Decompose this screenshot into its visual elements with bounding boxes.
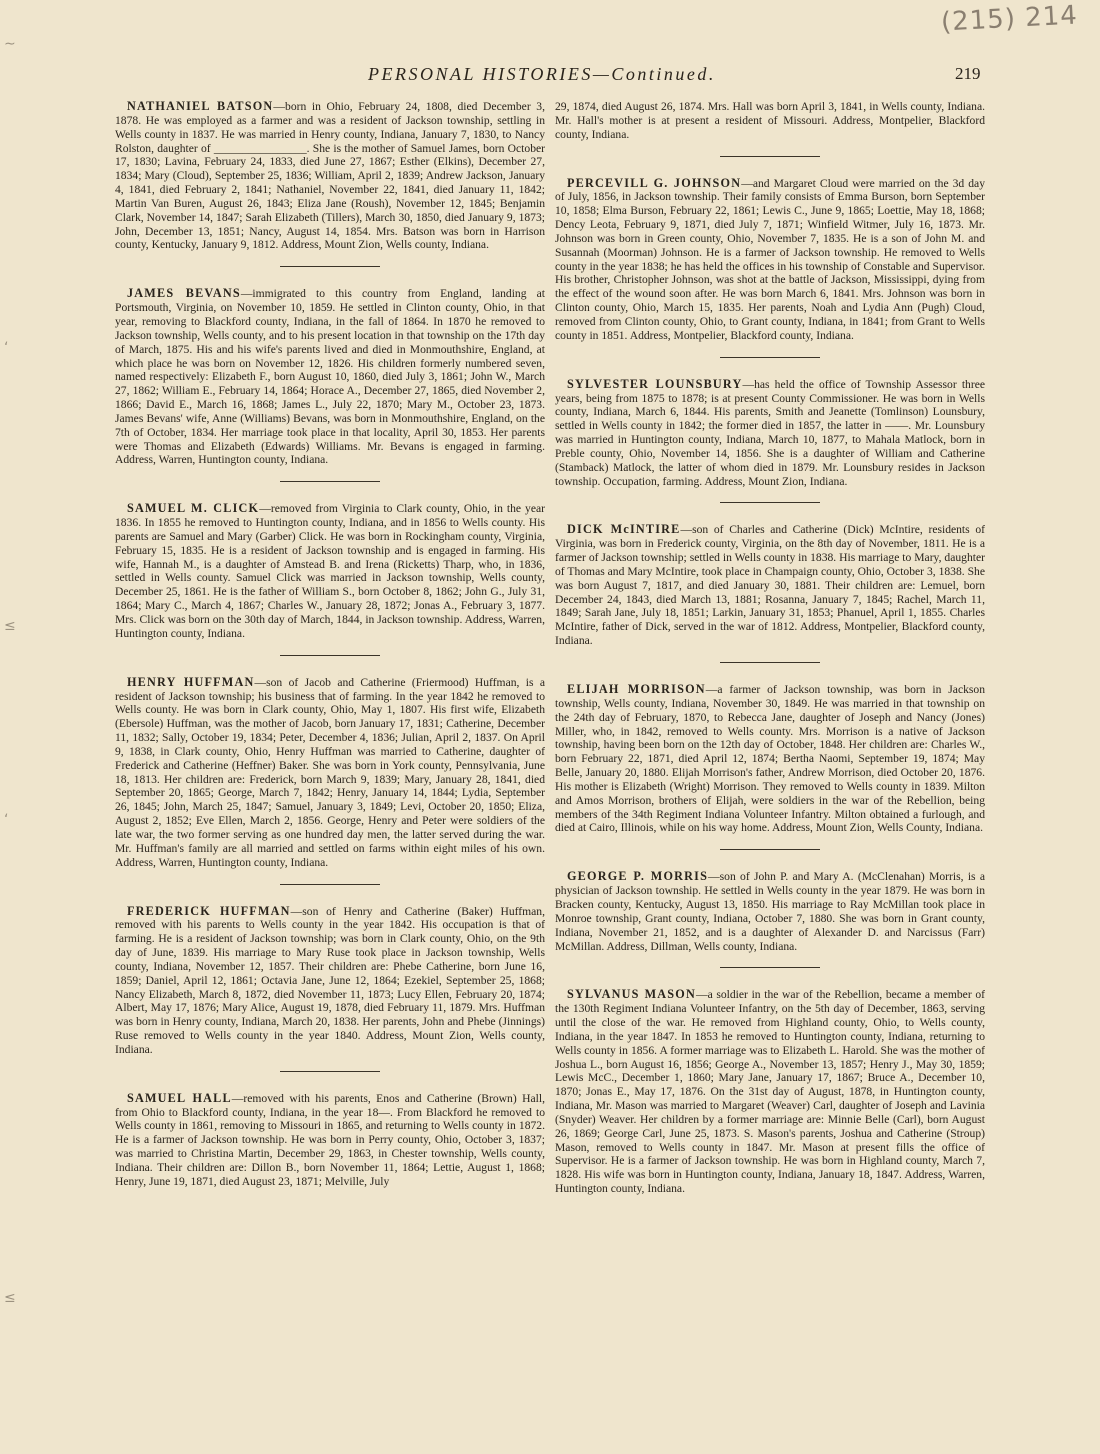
biography-entry (115, 287, 545, 467)
page-number: 219 (955, 64, 981, 83)
biography-entry (555, 988, 985, 1196)
section-divider (280, 481, 380, 482)
entry-text: —son of Henry and Catherine (Baker) Huffman, removed with his parents to Wells county in the year 1842. His occupation is that of farming. He is a resident of Jackson township; was born in Clark county, Ohio, on the 9th day of June, 1839. His marriage to Mary Ruse took place in Jackson township, Wells county, Indiana, November 12, 1857. Their children are: Phebe Catherine, born June 16, 1859; Daniel, April 12, 1861; Octavia Jane, June 12, 1864; Ezekiel, September 25, 1868; Nancy Elizabeth, March 8, 1872, died November 11, 1873; Lucy Ellen, February 20, 1874; Albert, May 17, 1876; Mary Alice, August 19, 1878, died February 11, 1879. Mrs. Huffman was born in Henry county, Indiana, March 20, 1838. Her parents, John and Phebe (Jinnings) Ruse removed to Wells county in the year 1840. Address, Mount Zion, Wells county, Indiana. (115, 904, 545, 1056)
entry-name: PERCEVILL G. JOHNSON (567, 175, 742, 190)
margin-mark: ‘ (4, 340, 9, 356)
section-divider (280, 884, 380, 885)
biography-entry (115, 676, 545, 870)
entry-name: NATHANIEL BATSON (127, 99, 274, 113)
entry-name: ELIJAH MORRISON (567, 682, 706, 696)
margin-mark: ≤ (4, 618, 16, 634)
section-divider (720, 156, 820, 157)
entry-name: SAMUEL HALL (127, 1090, 232, 1105)
biography-entry (555, 523, 985, 648)
section-divider (720, 967, 820, 968)
biography-entry (115, 502, 545, 640)
entry-text: —has held the office of Township Assessor three years, being from 1875 to 1878; is at present County Commissioner. He was born in Wells county, Indiana, March 6, 1844. His parents, Smith and Jeanette (Tomlinson) Lounsbury, settled in Wells county in 1842; the former died in 1857, the latter in ——. Mr. Lounsbury was married in Huntington county, Indiana, March 10, 1877, to Mahala Matlock, born in Preble county, Ohio, November 14, 1856. She is a daughter of William and Catherine (Stamback) Matlock, the latter of whom died in 1879. Mr. Lounsbury resides in Jackson township. Occupation, farming. Address, Mount Zion, Indiana. (555, 377, 985, 488)
section-divider (720, 662, 820, 663)
entry-name: SAMUEL M. CLICK (127, 501, 260, 516)
entry-name: FREDERICK HUFFMAN (127, 903, 291, 918)
margin-mark: ‘ (4, 812, 9, 828)
biography-entry (555, 177, 985, 343)
entry-text: —son of Jacob and Catherine (Friermood) Huffman, is a resident of Jackson township; his business that of farming. In the year 1842 he removed to Wells county. He was born in Clark county, Ohio, May 1, 1807. His first wife, Elizabeth (Ebersole) Huffman, was the mother of Jacob, born January 17, 1831; Catherine, December 11, 1832; Sally, October 19, 1834; Peter, December 4, 1836; Julian, April 2, 1837. On April 9, 1838, in Clark county, Ohio, Henry Huffman was married to Catherine, daughter of Frederick and Catherine (Heffner) Baker. She was born in York county, Pennsylvania, June 18, 1813. Her children are: Frederick, born March 9, 1839; Mary, January 28, 1841, died September 20, 1865; George, March 7, 1842; Henry, January 14, 1844; Lydia, September 26, 1845; John, March 25, 1847; Samuel, January 3, 1849; Levi, October 20, 1850; Eliza, August 2, 1852; Eve Ellen, March 2, 1856. George, Henry and Peter were soldiers of the late war, the two former serving as one hundred day men, the latter served during the war. Mr. Huffman's family are all married and settled on farms within eight miles of his own. Address, Warren, Huntington county, Indiana. (115, 675, 545, 869)
biography-entry (555, 683, 985, 835)
left-column (115, 100, 545, 1189)
running-title: PERSONAL HISTORIES—Continued. (368, 64, 716, 84)
entry-name: SYLVESTER LOUNSBURY (567, 376, 743, 391)
biography-entry (115, 905, 545, 1057)
right-column (555, 100, 985, 1196)
entry-name: DICK McINTIRE (567, 522, 681, 537)
entry-text: —a soldier in the war of the Rebellion, became a member of the 130th Regiment Indiana Volunteer Infantry, on the 5th day of December, 1863, serving until the close of the war. He removed from Highland county, Ohio, to Wells county, Indiana, in the year 1847. In 1853 he removed to Huntington county, Indiana, returning to Wells county in 1856. A former marriage was to Elizabeth L. Harold. She was the mother of Joshua L., born August 16, 1856; George A., November 13, 1857; Henry J., May 30, 1859; Lewis McC., December 1, 1860; Mary Jane, January 17, 1867; Bruce A., December 10, 1870; Jonas E., May 17, 1876. On the 31st day of August, 1878, in Huntington county, Indiana, Mr. Mason was married to Margaret (Weaver) Carl, daughter of Joseph and Lavinia (Snyder) Weaver. Her children by a former marriage are: Minnie Belle (Carl), born August 26, 1869; George Carl, June 25, 1873. S. Mason's parents, Joshua and Catherine (Stroup) Mason, removed to Wells county in 1847. Mr. Mason at present fills the office of Supervisor. He is a farmer of Jackson township. He was born in Highland county, March 7, 1828. His wife was born in Huntington county, Indiana, January 18, 1847. Address, Warren, Huntington county, Indiana. (555, 988, 985, 1196)
entry-text: —immigrated to this country from England, landing at Portsmouth, Virginia, on November 10, 1859. He settled in Clinton county, Ohio, in that year, removing to Blackford county, Indiana, in the fall of 1864. In 1870 he removed to Jackson township, Wells county, and to his present location in that township on the 17th day of March, 1875. His and his wife's parents lived and died in Monmouthshire, England, at which place he was born on November 12, 1826. His children formerly numbered seven, named respectively: Elizabeth F., born August 10, 1860, died July 3, 1861; John W., March 27, 1862; William E., February 14, 1864; Horace A., December 27, 1865, died November 2, 1866; David E., March 16, 1868; James L., July 22, 1870; Mary M., October 23, 1873. James Bevans' wife, Anne (Williams) Bevans, was born in Monmouthshire, England, on the 7th of October, 1834. Her marriage took place in that locality, April 30, 1853. Her parents were Thomas and Elizabeth (Edwards) Williams. Mr. Bevans is engaged in farming. Address, Warren, Huntington county, Indiana. (115, 287, 545, 467)
entry-text: —born in Ohio, February 24, 1808, died December 3, 1878. He was employed as a farmer and was a resident of Jackson township, settling in Wells county in 1837. He was married in Henry county, Indiana, January 7, 1830, to Nancy Rolston, daughter of ________________. She is the mother of Samuel James, born October 17, 1830; Lavina, February 24, 1833, died June 27, 1867; Esther (Elkins), December 27, 1834; Mary (Cloud), September 25, 1836; William, April 2, 1839; Andrew Jackson, January 4, 1841, died February 2, 1841; Nathaniel, November 22, 1841, died January 11, 1842; Martin Van Buren, August 26, 1843; Eliza Jane (Roush), November 12, 1845; Benjamin Clark, November 14, 1847; Sarah Elizabeth (Tillers), March 30, 1850, died January 9, 1873; John, December 13, 1851; Nancy, August 14, 1854. Mrs. Batson was born in Harrison county, Kentucky, January 9, 1812. Address, Mount Zion, Wells county, Indiana. (115, 100, 545, 252)
biography-entry (115, 1092, 545, 1189)
biography-entry-continued (555, 100, 985, 142)
margin-mark: ≤ (4, 1290, 16, 1306)
entry-name: SYLVANUS MASON (567, 987, 696, 1002)
biography-entry (555, 870, 985, 953)
biography-entry (115, 100, 545, 252)
entry-text: —son of John P. and Mary A. (McClenahan) Morris, is a physician of Jackson township. He settled in Wells county in the year 1879. He was born in Bracken county, Kentucky, August 13, 1850. His marriage to Ray McMillan took place in Monroe township, Grant county, Indiana, October 7, 1880. She was born in Grant county, Indiana, November 21, 1852, and is a daughter of Alexander D. and Narcissus (Farr) McMillan. Address, Dillman, Wells county, Indiana. (555, 870, 985, 953)
section-divider (720, 849, 820, 850)
handwritten-page-annotation: (215) 214 (940, 0, 1079, 38)
margin-mark: ∼ (4, 36, 16, 52)
entry-text: —removed from Virginia to Clark county, Ohio, in the year 1836. In 1855 he removed to Huntington county, Indiana, and in 1856 to Wells county. His parents are Samuel and Mary (Garber) Click. He was born in Rockingham county, Virginia, February 15, 1835. He is a resident of Jackson township and is engaged in farming. His wife, Hannah M., is a daughter of Amstead B. and Irena (Ricketts) Tharp, who, in 1836, settled in Wells county. Samuel Click was married in Jackson township, Wells county, December 25, 1861. He is the father of William S., born October 8, 1862; John G., July 31, 1864; Mary C., March 4, 1867; Charles W., January 28, 1872; Jonas A., February 3, 1877. Mrs. Click was born on the 30th day of March, 1844, in Jackson township. Address, Warren, Huntington county, Indiana. (115, 502, 545, 640)
entry-text: —son of Charles and Catherine (Dick) McIntire, residents of Virginia, was born in Frederick county, Virginia, on the 8th day of November, 1811. He is a farmer of Jackson township; settled in Wells county in 1838. His marriage to Mary, daughter of Thomas and Mary McIntire, took place in Champaign county, Ohio, October 3, 1838. She was born August 7, 1817, and died January 30, 1881. Their children are: Lemuel, born December 24, 1843, died March 13, 1881; Rosanna, January 7, 1845; Rachel, March 11, 1849; Sarah Jane, July 18, 1851; Larkin, January 31, 1853; Phanuel, April 1, 1855. Charles McIntire, father of Dick, served in the war of 1812. Address, Montpelier, Blackford county, Indiana. (555, 523, 985, 648)
entry-text: —and Margaret Cloud were married on the 3d day of July, 1856, in Jackson township. Their family consists of Emma Burson, born September 10, 1858; Elma Burson, February 22, 1861; Lewis C., June 9, 1865; Loettie, May 18, 1868; Dency Leota, February 9, 1871, died July 7, 1871; Winfield Witmer, July 16, 1873. Mr. Johnson was born in Green county, Ohio, November 7, 1835. He is a son of John M. and Susannah (Moorman) Johnson. He is a farmer of Jackson township. He removed to Wells county in the year 1838; he has held the offices in his township of Constable and Supervisor. His brother, Christopher Johnson, was shot at the battle of Jackson, Mississippi, dying from the effect of the wound soon after. He was born March 6, 1841. Mrs. Johnson was born in Clinton county, Ohio, March 15, 1835. Her parents, Noah and Lydia Ann (Pugh) Cloud, removed from Clinton county, Ohio, to Grant county, Indiana, in 1841; from Grant to Wells county in 1851. Address, Montpelier, Blackford county, Indiana. (555, 176, 985, 342)
biography-entry (555, 378, 985, 489)
section-divider (280, 266, 380, 267)
section-divider (280, 655, 380, 656)
entry-name: HENRY HUFFMAN (127, 674, 255, 689)
section-divider (280, 1071, 380, 1072)
entry-name: JAMES BEVANS (127, 286, 241, 301)
entry-text: —a farmer of Jackson township, was born in Jackson township, Wells county, Indiana, November 30, 1849. He was married in that township on the 24th day of February, 1870, to Rebecca Jane, daughter of Joseph and Nancy (Jones) Miller, who, in 1842, removed to Wells county. Mrs. Morrison is a native of Jackson township, having been born on the 12th day of October, 1848. Her children are: Charles W., born February 22, 1871, died April 12, 1874; Bertha Naomi, September 19, 1874; May Belle, January 20, 1880. Elijah Morrison's father, Andrew Morrison, died October 20, 1876. His mother is Elizabeth (Wright) Morrison. They removed to Wells county in 1839. Milton and Amos Morrison, brothers of Elijah, were soldiers in the war of the Rebellion, being members of the 34th Regiment Indiana Volunteer Infantry. Milton obtained a furlough, and died at Cairo, Illinois, while on his way home. Address, Mount Zion, Wells County, Indiana. (555, 683, 985, 835)
entry-text: —removed with his parents, Enos and Catherine (Brown) Hall, from Ohio to Blackford county, Indiana, in the year 18—. From Blackford he removed to Wells county in 1861, removing to Missouri in 1865, and returning to Wells county in 1872. He is a farmer of Jackson township. He was born in Perry county, Ohio, October 3, 1837; was married to Christina Martin, December 29, 1863, in Chester township, Wells county, Indiana. Their children are: Dillon B., born November 11, 1864; Lettie, August 1, 1868; Henry, June 19, 1871, died August 23, 1871; Melville, July (115, 1091, 545, 1188)
section-divider (720, 502, 820, 503)
entry-text: 29, 1874, died August 26, 1874. Mrs. Hall was born April 3, 1841, in Wells county, Indiana. Mr. Hall's mother is at present a resident of Missouri. Address, Montpelier, Blackford county, Indiana. (555, 100, 985, 141)
page-header (0, 64, 1100, 90)
section-divider (720, 357, 820, 358)
entry-name: GEORGE P. MORRIS (567, 869, 709, 884)
